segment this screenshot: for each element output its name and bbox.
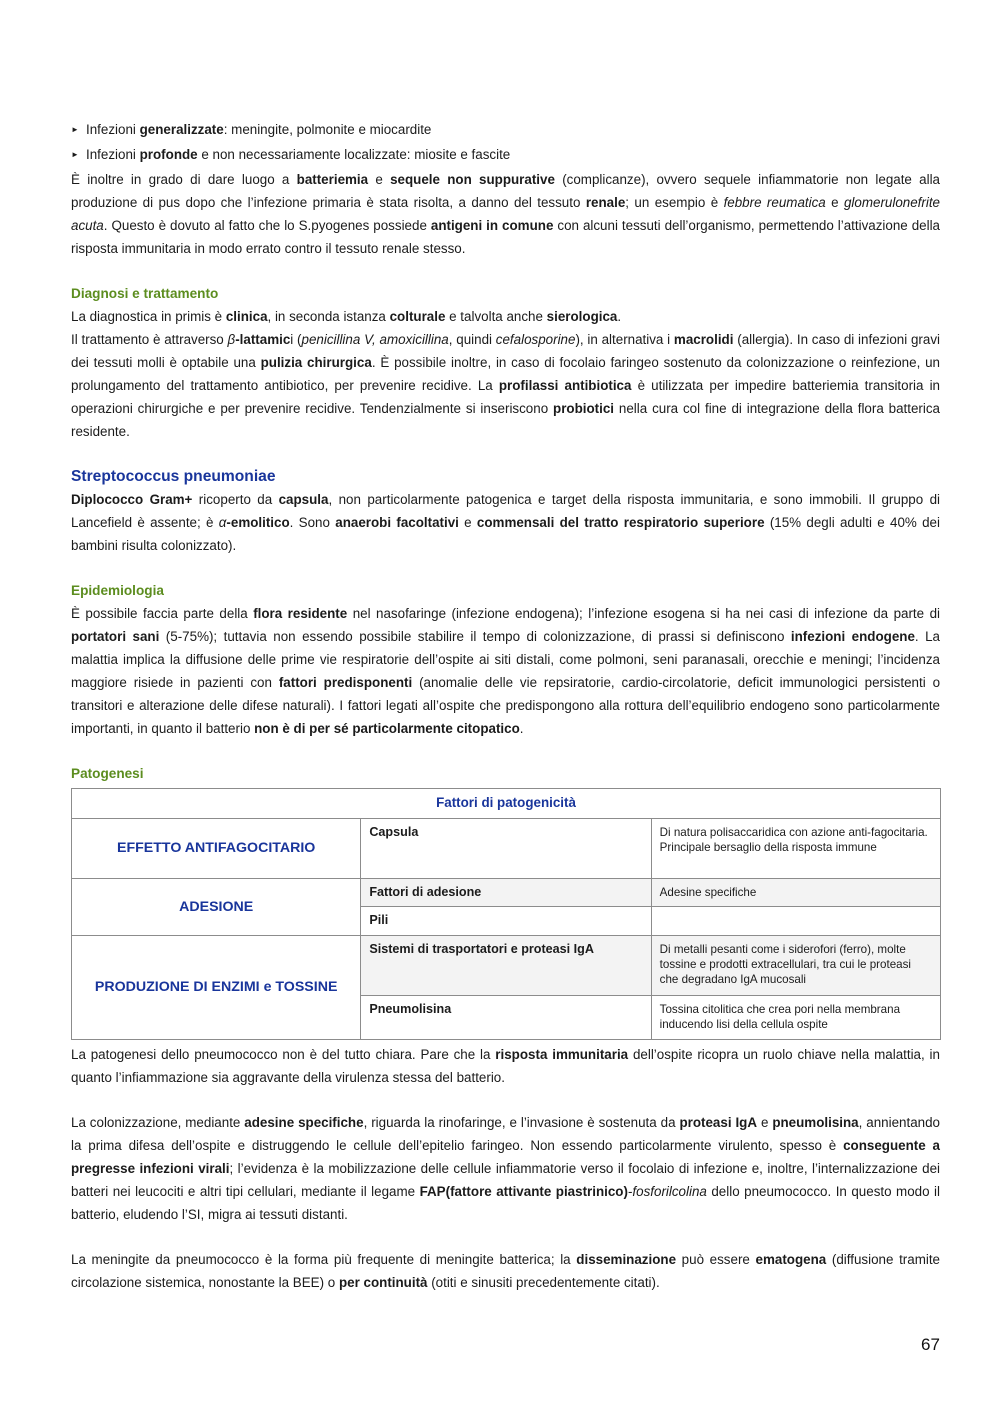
bullet-generalizzate [71, 118, 940, 143]
diagnosi-paragraph-2: Il trattamento è attraverso β-lattamici (penicillina V, amoxicillina, quindi cefalosporine), in alternativa i macrolidi (allergia). In caso di infezioni gravi dei tessuti molli è optabile una pulizia chirurgica. È possibile inoltre, in caso di focolaio faringeo sostenuto da colonizzazione o reinfezione, un prolungamento del trattamento antibiotico, per prevenire recidive. La profilassi antibiotica è utilizzata per impedire batteriemia transitoria in operazioni chirurgiche e per prevenire recidive. Tendenzialmente si inseriscono probiotici nella cura col fine di integrazione della flora batterica residente. [71, 332, 941, 439]
table-description: Tossina citolitica che crea pori nella membrana inducendo lisi della cellula ospite [651, 996, 940, 1040]
bullet-text: Infezioni generalizzate: meningite, polmonite e miocardite [86, 122, 432, 137]
table-feature: Pneumolisina [361, 996, 651, 1040]
section-heading-diagnosi: Diagnosi e trattamento [71, 286, 219, 301]
table-feature: Capsula [361, 819, 651, 879]
pneumoniae-paragraph: Diplococco Gram+ ricoperto da capsula, non particolarmente patogenica e target della risposta immunitaria, e sono immobili. Il gruppo di Lancefield è assente; è α-emolitico. Sono anaerobi facoltativi e commensali del tratto respiratorio superiore (15% degli adulti e 40% dei bambini risulta colonizzato). [71, 492, 940, 553]
table-category: EFFETTO ANTIFAGOCITARIO [72, 819, 361, 879]
table-category: ADESIONE [72, 879, 361, 936]
table-description: Di natura polisaccaridica con azione anti-fagocitaria. Principale bersaglio della risposta immune [651, 819, 940, 879]
patogenesi-paragraph-2: La colonizzazione, mediante adesine specifiche, riguarda la rinofaringe, e l’invasione è sostenuta da proteasi IgA e pneumolisina, annientando la prima difesa dell’ospite e distruggendo le cellule dell’epitelio faringeo. Non essendo particolarmente virulento, spesso è conseguente a pregresse infezioni virali; l’evidenza è la mobilizzazione delle cellule infiammatorie verso il focolaio di infezione e, inoltre, l’internalizzazione dei batteri nei leucociti e altri tipi cellulari, mediante il legame FAP(fattore attivante piastrinico)-fosforilcolina dello pneumococco. In questo modo il batterio, eludendo l’SI, migra ai tessuti distanti. [71, 1115, 940, 1222]
bullet-profonde [71, 143, 940, 168]
table-feature: Sistemi di trasportatori e proteasi IgA [361, 936, 651, 996]
table-category: PRODUZIONE DI ENZIMI e TOSSINE [72, 936, 361, 1040]
section-heading-epidemiologia: Epidemiologia [71, 583, 164, 598]
epidemiologia-paragraph: È possibile faccia parte della flora residente nel nasofaringe (infezione endogena); l’infezione esogena si ha nei casi di infezione da parte di portatori sani (5-75%); tuttavia non essendo possibile stabilire il tempo di colonizzazione, di prassi si definiscono infezioni endogene. La malattia implica la diffusione delle prime vie respiratorie dell’ospite ai siti distali, come polmoni, seni paranasali, orecchie e meningi; l’incidenza maggiore risiede in pazienti con fattori predisponenti (anomalie delle vie repsiratorie, cardio-circolatorie, deficit immunologici persistenti o transitori e alterazione delle difese naturali). I fattori legati all’ospite che predispongono alla rottura dell’equilibrio endogeno sono particolarmente importanti, in quanto il batterio non è di per sé particolarmente citopatico. [71, 606, 941, 736]
triangle-bullet-icon: ► [71, 125, 79, 134]
document-page [71, 118, 940, 1294]
section-heading-patogenesi: Patogenesi [71, 766, 144, 781]
triangle-bullet-icon: ► [71, 150, 79, 159]
patogenesi-paragraph-3: La meningite da pneumococco è la forma più frequente di meningite batterica; la disseminazione può essere ematogena (diffusione tramite circolazione sistemica, nonostante la BEE) o per continuità (otiti e sinusiti precedentemente citati). [71, 1252, 941, 1290]
table-row [72, 936, 941, 996]
table-description: Di metalli pesanti come i siderofori (ferro), molte tossine e prodotti extracellulari, tra cui le proteasi che degradano IgA mucosali [651, 936, 940, 996]
intro-paragraph: È inoltre in grado di dare luogo a batteriemia e sequele non suppurative (complicanze), ovvero sequele infiammatorie non legate alla produzione di pus dopo che l’infezione primaria è stata risolta, a danno del tessuto renale; un esempio è febbre reumatica e glomerulonefrite acuta. Questo è dovuto al fatto che lo S.pyogenes possiede antigeni in comune con alcuni tessuti dell’organismo, permettendo l’attivazione della risposta immunitaria in modo errato contro il tessuto renale stesso. [71, 172, 941, 256]
table-feature: Fattori di adesione [361, 879, 651, 907]
table-description [651, 907, 940, 936]
diagnosi-paragraph-1: La diagnostica in primis è clinica, in seconda istanza colturale e talvolta anche sierologica. [71, 309, 622, 324]
bullet-text: Infezioni profonde e non necessariamente localizzate: miosite e fascite [86, 147, 511, 162]
table-feature: Pili [361, 907, 651, 936]
table-row [72, 819, 941, 879]
patogenesi-paragraph-1: La patogenesi dello pneumococco non è del tutto chiara. Pare che la risposta immunitaria dell’ospite ricopra un ruolo chiave nella malattia, in quanto l’infiammazione sia aggravante della virulenza stessa del batterio. [71, 1047, 940, 1085]
table-title: Fattori di patogenicità [72, 789, 941, 819]
page-number: 67 [921, 1335, 940, 1354]
table-description: Adesine specifiche [651, 879, 940, 907]
section-heading-pneumoniae: Streptococcus pneumoniae [71, 468, 276, 485]
pathogenicity-table [71, 788, 941, 1040]
table-row [72, 879, 941, 907]
